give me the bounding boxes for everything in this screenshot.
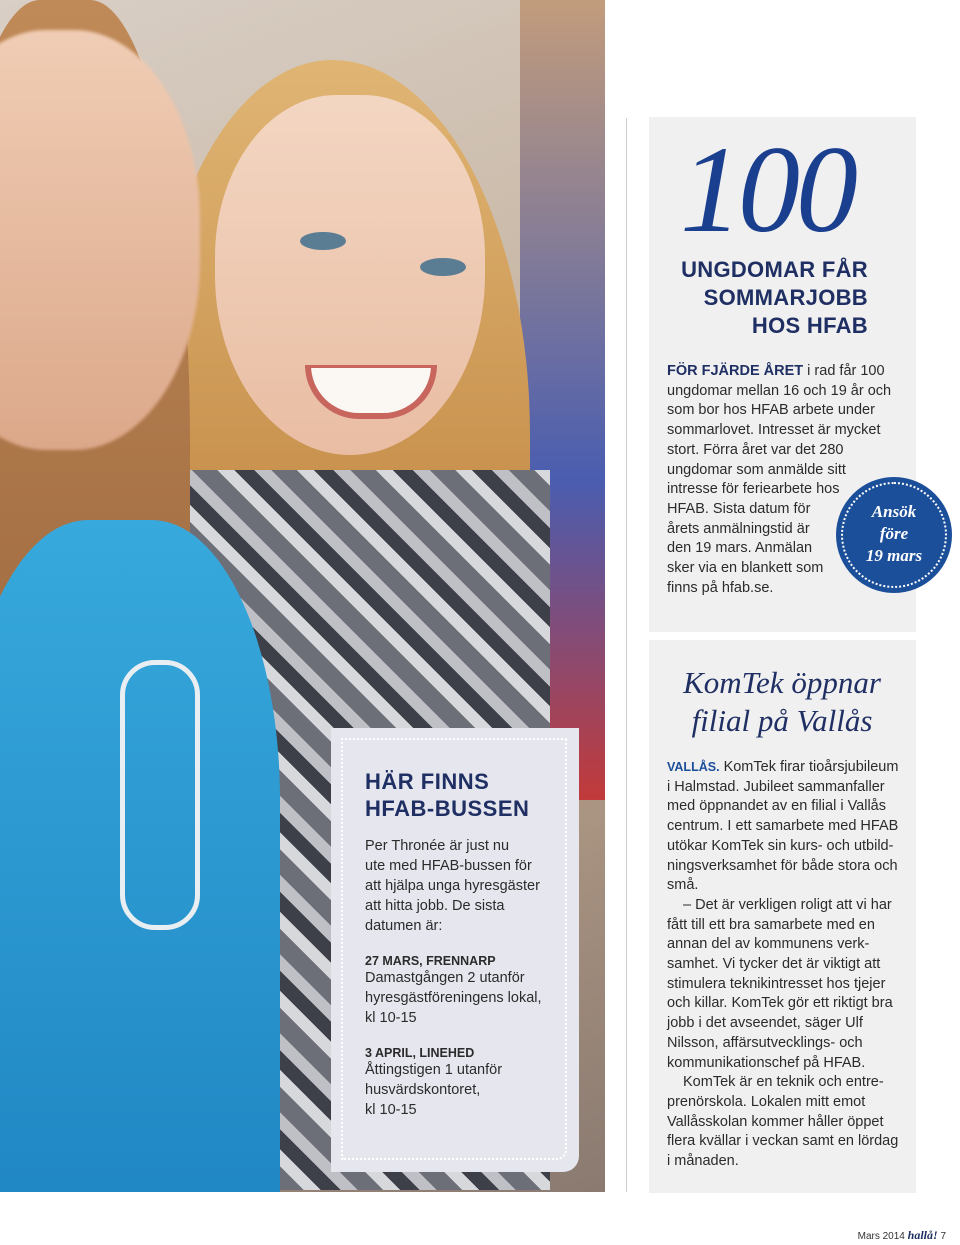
bus-stop-1-title: 27 MARS, FRENNARP [365, 954, 496, 968]
article-komtek-headline: KomTek öppnar filial på Vallås [683, 665, 881, 738]
column-divider [626, 118, 627, 1192]
article-summer-jobs-headline: UNGDOMAR FÅR SOMMARJOBB HOS HFAB [681, 257, 868, 338]
bus-intro: Per Thronée är just nu ute med HFAB-bussen för att hjälpa unga hyresgäster att hitta jobb. De sista datumen är: [365, 838, 540, 934]
apply-deadline-badge: Ansök före 19 mars [836, 477, 952, 593]
bus-stop-1-details: Damastgången 2 utanför hyresgästföreningens lokal, kl 10-15 [365, 970, 542, 1026]
article-summer-jobs-body: FÖR FJÄRDE ÅRET i rad får 100 ungdomar mellan 16 och 19 år och som bor hos HFAB arbete under sommarlovet. Intresset är mycket stort. Förra året var det 280 ungdomar som anmälde sitt intresse för feriearbete hos HFAB. Sista datum för årets anmälningstid är den 19 mars. Anmälan sker via en blankett som finns på hfab.se. [667, 363, 892, 596]
photo-eye [300, 232, 346, 250]
article-lead: VALLÅS. [667, 760, 720, 774]
bus-stop-2-details: Åttingstigen 1 utanför husvärdskontoret, kl 10-15 [365, 1062, 503, 1118]
bus-stop-2-title: 3 APRIL, LINEHED [365, 1046, 475, 1060]
magazine-logo: hallå! [907, 1228, 938, 1242]
issue-date: Mars 2014 [857, 1231, 905, 1242]
photo-eye [420, 258, 466, 276]
bus-title: HÄR FINNS HFAB-BUSSEN [365, 769, 530, 821]
big-number: 100 [680, 121, 854, 258]
article-lead: FÖR FJÄRDE ÅRET [667, 363, 804, 379]
article-komtek-body: VALLÅS. KomTek firar tioårsjubileum i Halmstad. Jubileet sammanfaller med öppnandet av en filial i Vallås centrum. I ett samarbete med HFAB utökar KomTek sin kurs- och utbild- ningsverksamhet för både stora och små. – Det är verkligen roligt att vi har fått till ett bra samarbete med en annan del av kommunens verk- samhet. Vi tycker det är viktigt att stimulera teknikintresset hos tjejer och killar. KomTek gör ett riktigt bra jobb i det avseendet, säger Ulf Nilsson, affärsutvecklings- och kommunikationschef på HFAB. KomTek är en teknik och entre- prenörskola. Lokalen mitt emot Vallåsskolan kommer håller öppet flera kvällar i veckan samt en lördag i månaden. [667, 759, 899, 1170]
bus-info-box [331, 728, 579, 1172]
page-footer [858, 1228, 946, 1243]
page-number: 7 [940, 1231, 946, 1242]
photo-hood-string [120, 660, 200, 930]
